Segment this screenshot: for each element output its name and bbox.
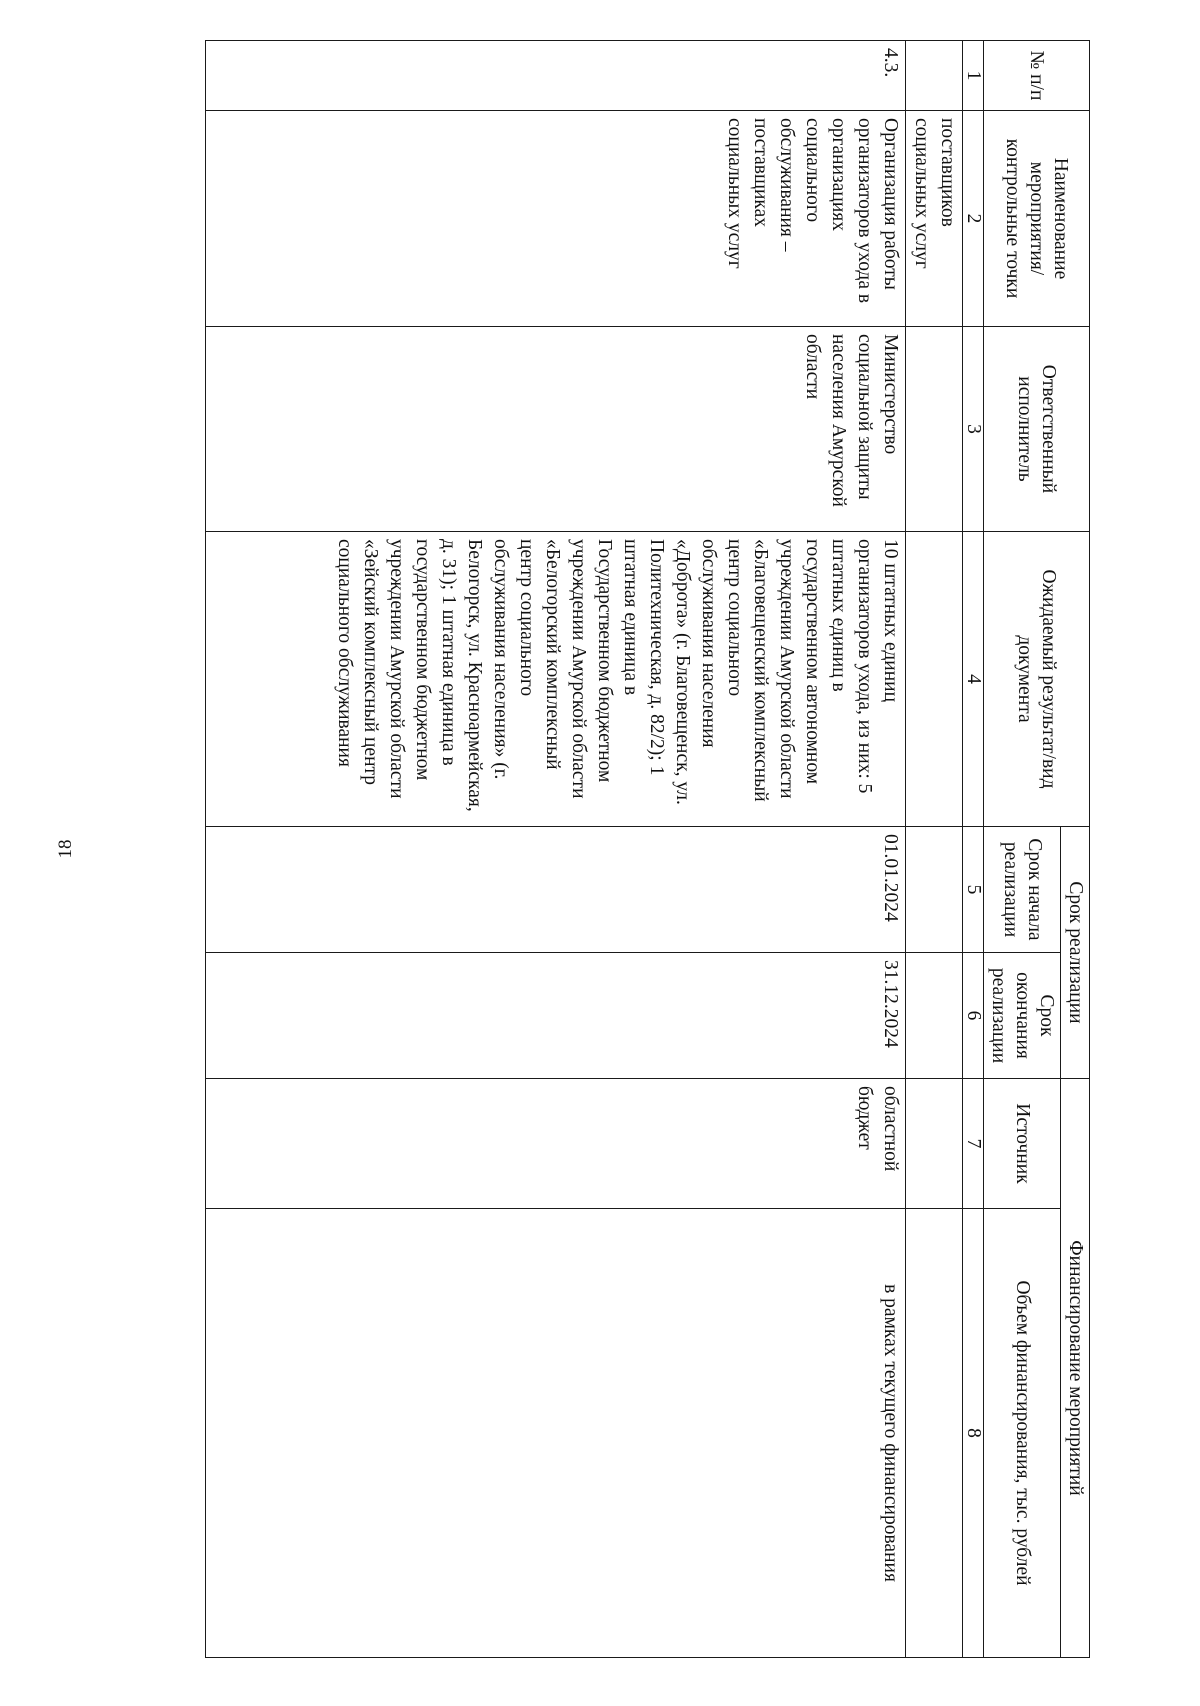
column-number: 4	[963, 532, 984, 827]
column-number: 2	[963, 111, 984, 327]
row-name: Организация работы организаторов ухода в организациях социального обслуживания – поставщиках социальных услуг	[206, 111, 906, 327]
row-end-date: 31.12.2024	[206, 953, 906, 1079]
cell-empty	[906, 1079, 963, 1209]
header-finance-source: Источник	[984, 1079, 1061, 1209]
cell-empty	[906, 953, 963, 1079]
cell-empty	[906, 827, 963, 953]
row-number: 4.3.	[206, 41, 906, 111]
table-row	[206, 41, 906, 1658]
header-name: Наименование мероприятия/ контрольные точки	[984, 111, 1090, 327]
page-number: 18	[55, 839, 76, 859]
header-finance-group: Финансирование мероприятий	[1061, 1079, 1090, 1658]
row-start-date: 01.01.2024	[206, 827, 906, 953]
row-result: 10 штатных единиц организаторов ухода, из них: 5 штатных единиц в государственном автономном учреждении Амурской области «Благовещенский комплексный центр социального обслуживания населения «Доброта» (г. Благовещенск, ул. Политехническая, д. 82/2); 1 штатная единица в Государственном бюджетном учреждении Амурской области «Белогорский комплексный центр социального обслуживания населения» (г. Белогорск, ул. Красноармейская, д. 31); 1 штатная единица в государственном бюджетном учреждении Амурской области «Зейский комплексный центр социального обслуживания	[206, 532, 906, 827]
row-finance-amount: в рамках текущего финансирования	[206, 1209, 906, 1658]
continuation-row	[906, 41, 963, 1658]
column-number: 5	[963, 827, 984, 953]
column-number: 1	[963, 41, 984, 111]
continuation-name: поставщиков социальных услуг	[906, 111, 963, 327]
cell-empty	[906, 1209, 963, 1658]
cell-empty	[906, 327, 963, 532]
header-term-group: Срок реализации	[1061, 827, 1090, 1079]
header-executor: Ответственный исполнитель	[984, 327, 1090, 532]
column-number: 6	[963, 953, 984, 1079]
column-number: 7	[963, 1079, 984, 1209]
cell-empty	[906, 41, 963, 111]
rotated-page	[205, 40, 1090, 1658]
header-term-start: Срок начала реализации	[984, 827, 1061, 953]
header-no: № п/п	[984, 41, 1090, 111]
header-term-end: Срок окончания реализации	[984, 953, 1061, 1079]
header-row-1	[1061, 41, 1090, 1658]
row-finance-source: областной бюджет	[206, 1079, 906, 1209]
cell-empty	[906, 532, 963, 827]
activities-table	[205, 40, 1090, 1658]
column-number-row	[963, 41, 984, 1658]
column-number: 8	[963, 1209, 984, 1658]
column-number: 3	[963, 327, 984, 532]
header-finance-amount: Объем финансирования, тыс. рублей	[984, 1209, 1061, 1658]
row-executor: Министерство социальной защиты населения Амурской области	[206, 327, 906, 532]
header-result: Ожидаемый результат/вид документа	[984, 532, 1090, 827]
